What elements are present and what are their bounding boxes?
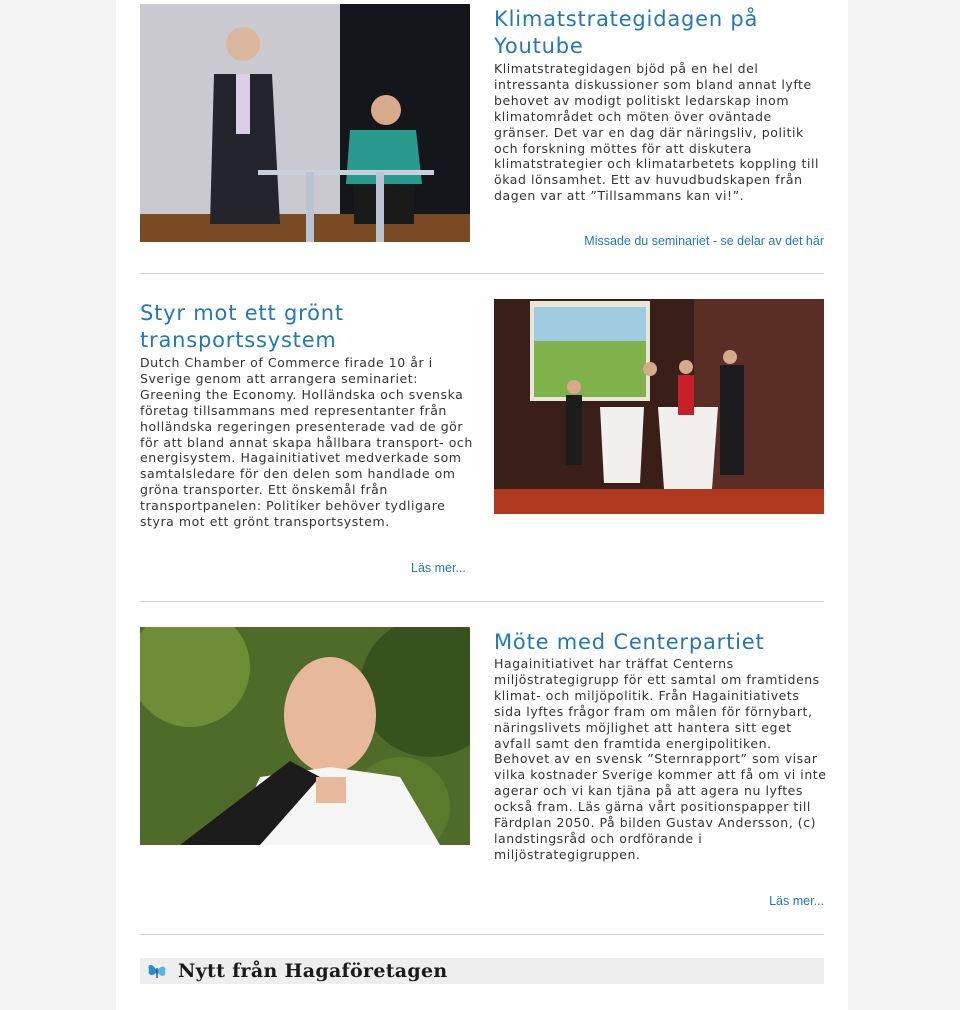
article-2-body: Dutch Chamber of Commerce firade 10 år i Sverige genom att arrangera seminariet: Greening the Economy. Holländska och svenska företag tillsammans med representanter från holländska regeringen presenterade vad de gör för att bland annat skapa hållbara transport- och energisystem. Hagainitiativet medverkade som samtalsledare för den delen som handlade om gröna transporter. Ett önskemål från transportpanelen: Politiker behöver tydligare styra mot ett grönt transportsystem. xyxy=(140,355,473,530)
footer-banner[interactable] xyxy=(140,958,824,984)
article-2-link[interactable]: Läs mer... xyxy=(411,561,466,575)
article-3-body: Hagainitiativet har träffat Centerns miljöstrategigrupp för ett samtal om framtidens klimat- och miljöpolitik. Från Hagainitiativets sida lyftes frågor fram om målen för förnybart, näringslivets möjlighet att hantera sitt eget avfall samt den framtida energipolitiken. Behovet av en svensk ”Sternrapport” som visar vilka kostnader Sverige kommer att få om vi inte agerar och vi kan tjäna på att agera nu lyftes också fram. Läs gärna vårt positionspapper till Färdplan 2050. På bilden Gustav Andersson, (c) landstingsråd och ordförande i miljöstrategigruppen. xyxy=(494,656,827,862)
divider-1 xyxy=(140,273,824,274)
article-3-photo xyxy=(140,627,470,845)
article-2-photo xyxy=(494,299,824,514)
article-1-body: Klimatstrategidagen bjöd på en hel del intressanta diskussioner som bland annat lyfte behovet av modigt politiskt ledarskap inom klimatområdet och möten över oväntade gränser. Det var en dag där näringsliv, politik och forskning möttes för att diskutera klimatstrategier och klimatarbetets koppling till ökad lönsamhet. Ett av huvudbudskapen från dagen var att ”Tillsammans kan vi!”. xyxy=(494,61,820,204)
article-1-link[interactable]: Missade du seminariet - se delar av det här xyxy=(584,234,824,248)
article-1-photo xyxy=(140,4,470,242)
article-3-link[interactable]: Läs mer... xyxy=(769,894,824,908)
divider-2 xyxy=(140,601,824,602)
article-3-text xyxy=(494,629,828,863)
newsletter-page xyxy=(116,0,848,1010)
article-1-title: Klimatstrategidagen på Youtube xyxy=(494,7,759,58)
article-1-text xyxy=(494,6,828,204)
article-2-text xyxy=(140,300,474,530)
article-3-title: Möte med Centerpartiet xyxy=(494,630,765,654)
footer-banner-title: Nytt från Hagaföretagen xyxy=(178,960,448,982)
article-2-title: Styr mot ett grönt transportssystem xyxy=(140,301,344,352)
divider-3 xyxy=(140,934,824,935)
butterfly-icon xyxy=(146,960,168,982)
